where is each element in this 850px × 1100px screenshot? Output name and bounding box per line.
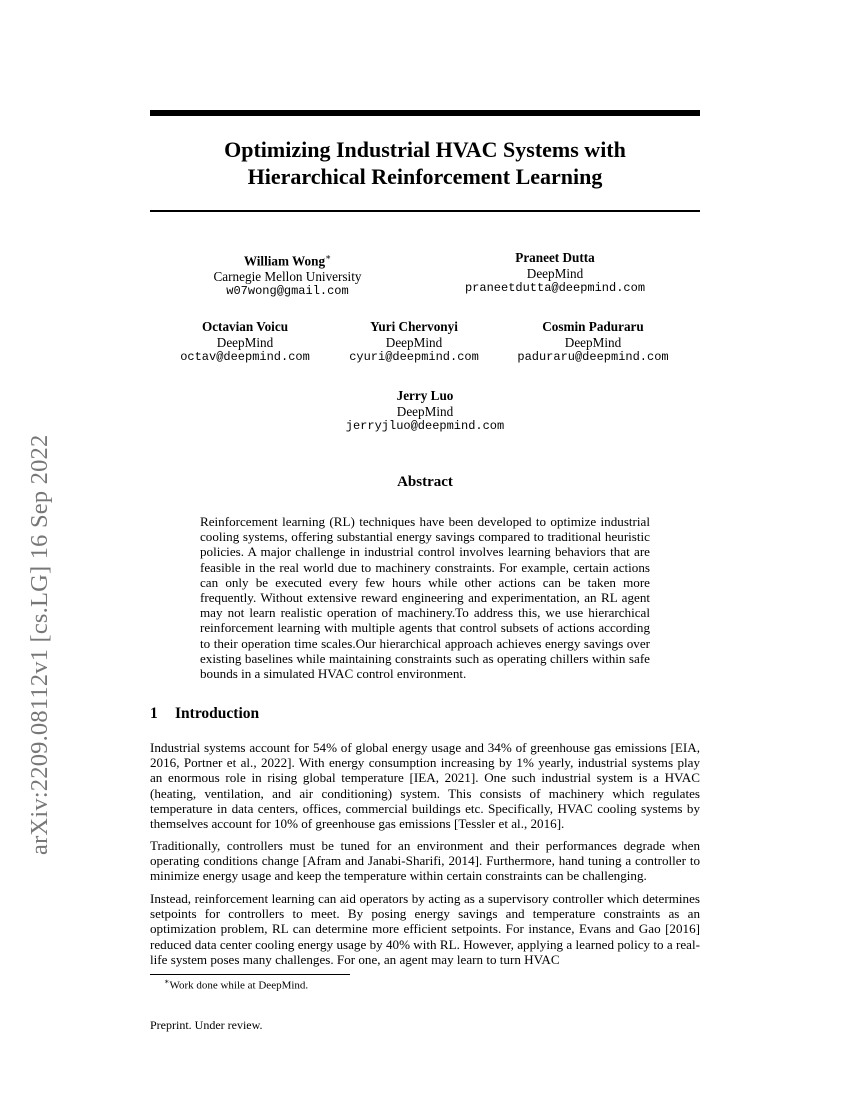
author-affiliation: DeepMind (526, 265, 584, 281)
author-block (334, 319, 494, 366)
author-block (200, 250, 375, 300)
footnote-text: Work done while at DeepMind. (169, 979, 309, 992)
author-affiliation: DeepMind (216, 334, 274, 350)
author-email: cyuri@deepmind.com (349, 350, 479, 364)
arxiv-identifier: arXiv:2209.08112v1 [cs.LG] 16 Sep 2022 (26, 434, 53, 855)
author-block (165, 319, 325, 366)
title-bottom-rule (150, 210, 700, 212)
title-line-1: Optimizing Industrial HVAC Systems with (224, 137, 626, 162)
author-affiliation: Carnegie Mellon University (213, 268, 362, 284)
author-email: octav@deepmind.com (180, 350, 310, 364)
section-number: 1 (150, 705, 158, 722)
author-affiliation: DeepMind (385, 334, 443, 350)
section-heading (150, 705, 259, 723)
author-block (430, 250, 680, 297)
footnote (164, 977, 308, 992)
footnote-marker: ∗ (164, 977, 170, 986)
author-email: jerryjluo@deepmind.com (345, 419, 505, 433)
author-email: praneetdutta@deepmind.com (464, 281, 646, 295)
author-email: paduraru@deepmind.com (517, 350, 669, 364)
intro-paragraph: Traditionally, controllers must be tuned for an environment and their performances degrade when operating conditions change [Afram and Janabi-Sharifi, 2014]. Furthermore, hand tuning a controller to minimize energy usage and keep the temperature within certain constraints can be challenging. (150, 838, 700, 884)
author-name: Jerry Luo (396, 388, 454, 403)
paper-title (150, 136, 700, 190)
author-affiliation: DeepMind (396, 403, 454, 419)
author-name: Cosmin Paduraru (542, 319, 644, 334)
author-name: William Wong (243, 253, 326, 269)
footnote-rule (150, 974, 350, 975)
author-affiliation: DeepMind (564, 334, 622, 350)
footnote-marker: ∗ (325, 252, 332, 262)
author-name: Octavian Voicu (201, 319, 289, 334)
intro-paragraph: Instead, reinforcement learning can aid operators by acting as a supervisory controller which determines setpoints for controllers to meet. By posing energy savings and temperature constraints as an optimization problem, RL can determine more efficient setpoints. For instance, Evans and Gao [2016] reduced data center cooling energy usage by 40% with RL. However, applying a learned policy to a real-life system poses many challenges. For one, an agent may learn to turn HVAC (150, 891, 700, 967)
title-line-2: Hierarchical Reinforcement Learning (247, 164, 603, 189)
abstract-heading: Abstract (397, 474, 453, 490)
author-name: Yuri Chervonyi (370, 319, 458, 334)
section-title: Introduction (175, 705, 260, 722)
author-block (503, 319, 683, 366)
abstract-text: Reinforcement learning (RL) techniques have been developed to optimize industrial cooling systems, offering substantial energy savings compared to traditional heuristic policies. A major challenge in industrial control involves learning behaviors that are feasible in the real world due to machinery constraints. For example, certain actions can only be executed every few hours while other actions can be taken more frequently. Without extensive reward engineering and experimentation, an RL agent may not learn realistic operation of machinery.To address this, we use hierarchical reinforcement learning with multiple agents that control subsets of actions according to their operation time scales.Our hierarchical approach achieves energy savings over existing baselines while maintaining constraints such as operating chillers within safe bounds in a simulated HVAC control environment. (200, 514, 650, 682)
author-name: Praneet Dutta (515, 250, 595, 265)
author-email: w07wong@gmail.com (226, 284, 349, 299)
author-block (325, 388, 525, 435)
title-top-rule (150, 110, 700, 116)
page-footer: Preprint. Under review. (150, 1018, 263, 1032)
intro-paragraph: Industrial systems account for 54% of global energy usage and 34% of greenhouse gas emissions [EIA, 2016, Portner et al., 2022]. With energy consumption increasing by 1% yearly, industrial systems play an enormous role in rising global temperature [IEA, 2021]. One such industrial system is a HVAC (heating, ventilation, and air conditioning) system. This consists of machinery which regulates temperature in data centers, offices, commercial buildings etc. Specifically, HVAC cooling systems by themselves account for 10% of greenhouse gas emissions [Tessler et al., 2016]. (150, 740, 700, 832)
